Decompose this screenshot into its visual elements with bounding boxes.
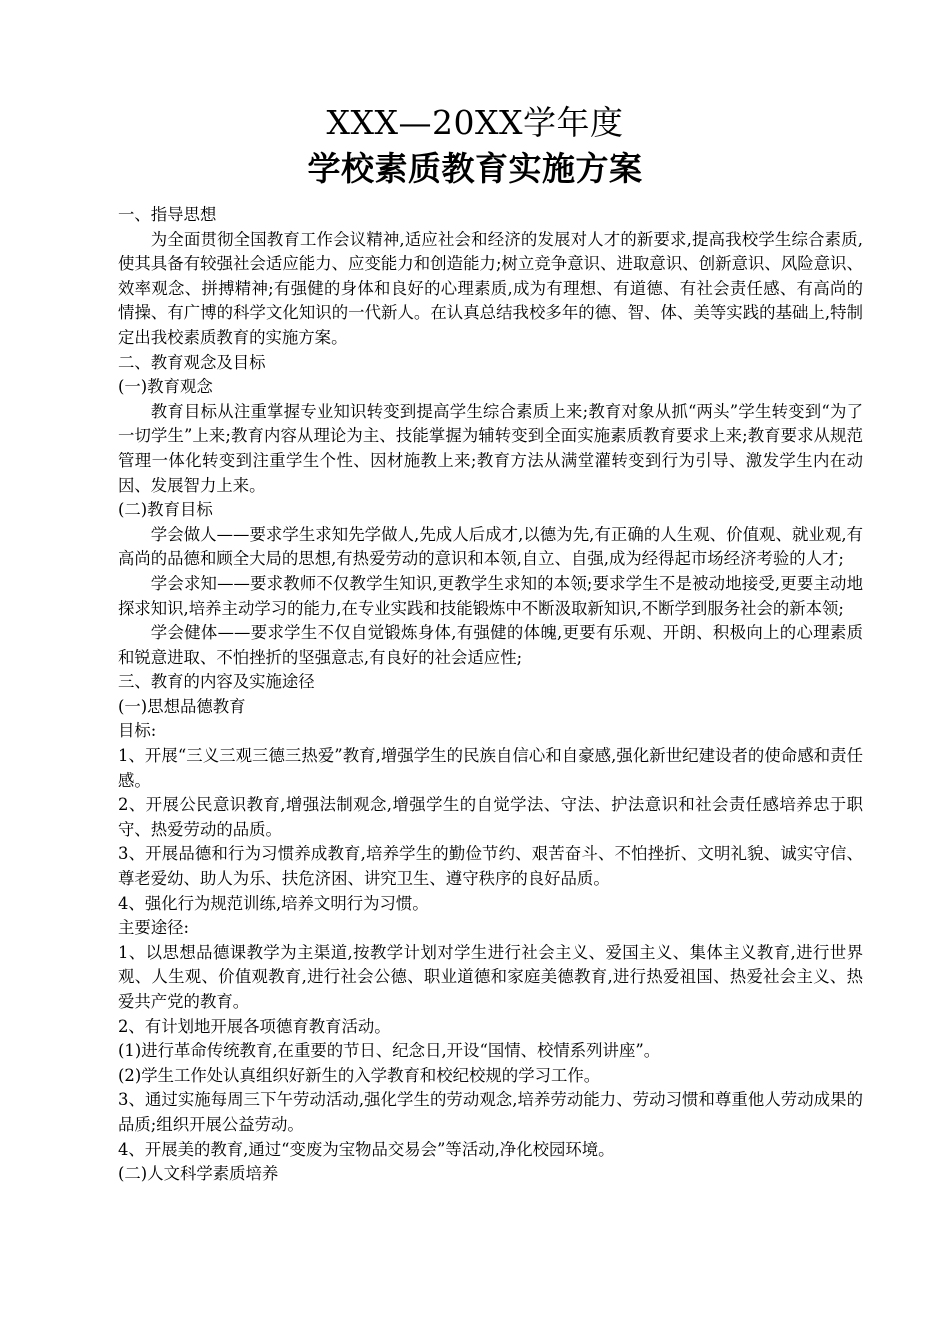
paragraph: 4、强化行为规范训练,培养文明行为习惯。 bbox=[118, 893, 429, 913]
paragraph: 3、开展品德和行为习惯养成教育,培养学生的勤俭节约、艰苦奋斗、不怕挫折、文明礼貌、诚实守信、尊老爱幼、助人为乐、扶危济困、讲究卫生、遵守秩序的良好品质。 bbox=[118, 844, 863, 889]
paragraph: 2、开展公民意识教育,增强法制观念,增强学生的自觉学法、守法、护法意识和社会责任感培养忠于职守、热爱劳动的品质。 bbox=[118, 795, 863, 839]
paragraph: (二)人文科学素质培养 bbox=[118, 1164, 279, 1184]
paragraph: 学会求知——要求教师不仅教学生知识,更教学生求知的本领;要求学生不是被动地接受,更要主动地探求知识,培养主动学习的能力,在专业实践和技能锻炼中不断汲取新知识,不断学到服务社会的新本领; bbox=[118, 573, 863, 618]
paragraph: (二)教育目标 bbox=[118, 500, 213, 520]
paragraph: 1、开展“三义三观三德三热爱”教育,增强学生的民族自信心和自豪感,强化新世纪建设者的使命感和责任感。 bbox=[118, 746, 863, 790]
paragraph: 主要途径: bbox=[118, 918, 190, 938]
paragraph: (一)思想品德教育 bbox=[118, 696, 246, 716]
paragraph: (2)学生工作处认真组织好新生的入学教育和校纪校规的学习工作。 bbox=[118, 1065, 601, 1085]
document-body bbox=[118, 203, 863, 1187]
paragraph: 三、教育的内容及实施途径 bbox=[118, 672, 315, 692]
paragraph: 教育目标从注重掌握专业知识转变到提高学生综合素质上来;教育对象从抓“两头”学生转变到“为了一切学生”上来;教育内容从理论为主、技能掌握为辅转变到全面实施素质教育要求上来;教育要求从规范管理一体化转变到注重学生个性、因材施教上来;教育方法从满堂灌转变到行为引导、激发学生内在动因、发展智力上来。 bbox=[118, 401, 863, 495]
paragraph: 4、开展美的教育,通过“变废为宝物品交易会”等活动,净化校园环境。 bbox=[118, 1139, 615, 1159]
paragraph: 一、指导思想 bbox=[118, 205, 217, 224]
document-title-year: XXX—20XX学年度 bbox=[326, 103, 624, 142]
paragraph: 学会做人——要求学生求知先学做人,先成人后成才,以德为先,有正确的人生观、价值观、就业观,有高尚的品德和顾全大局的思想,有热爱劳动的意识和本领,自立、自强,成为经得起市场经济考验的人才; bbox=[118, 524, 863, 569]
document-title-main: 学校素质教育实施方案 bbox=[307, 149, 643, 188]
paragraph: 1、以思想品德课教学为主渠道,按教学计划对学生进行社会主义、爱国主义、集体主义教育,进行世界观、人生观、价值观教育,进行社会公德、职业道德和家庭美德教育,进行热爱祖国、热爱社会主义、热爱共产党的教育。 bbox=[118, 942, 863, 1011]
paragraph: 为全面贯彻全国教育工作会议精神,适应社会和经济的发展对人才的新要求,提高我校学生综合素质,使其具备有较强社会适应能力、应变能力和创造能力;树立竞争意识、进取意识、创新意识、风险意识、效率观念、拼搏精神;有强健的身体和良好的心理素质,成为有理想、有道德、有社会责任感、有高尚的情操、有广博的科学文化知识的一代新人。在认真总结我校多年的德、智、体、美等实践的基础上,特制定出我校素质教育的实施方案。 bbox=[118, 229, 863, 347]
paragraph: 2、有计划地开展各项德育教育活动。 bbox=[118, 1016, 391, 1036]
paragraph: 二、教育观念及目标 bbox=[118, 352, 266, 372]
paragraph: 3、通过实施每周三下午劳动活动,强化学生的劳动观念,培养劳动能力、劳动习惯和尊重他人劳动成果的品质;组织开展公益劳动。 bbox=[118, 1090, 863, 1134]
paragraph: 学会健体——要求学生不仅自觉锻炼身体,有强健的体魄,更要有乐观、开朗、积极向上的心理素质和锐意进取、不怕挫折的坚强意志,有良好的社会适应性; bbox=[118, 623, 863, 667]
paragraph: 目标: bbox=[118, 721, 157, 741]
paragraph: (1)进行革命传统教育,在重要的节日、纪念日,开设“国情、校情系列讲座”。 bbox=[118, 1041, 661, 1061]
paragraph: (一)教育观念 bbox=[118, 377, 213, 397]
